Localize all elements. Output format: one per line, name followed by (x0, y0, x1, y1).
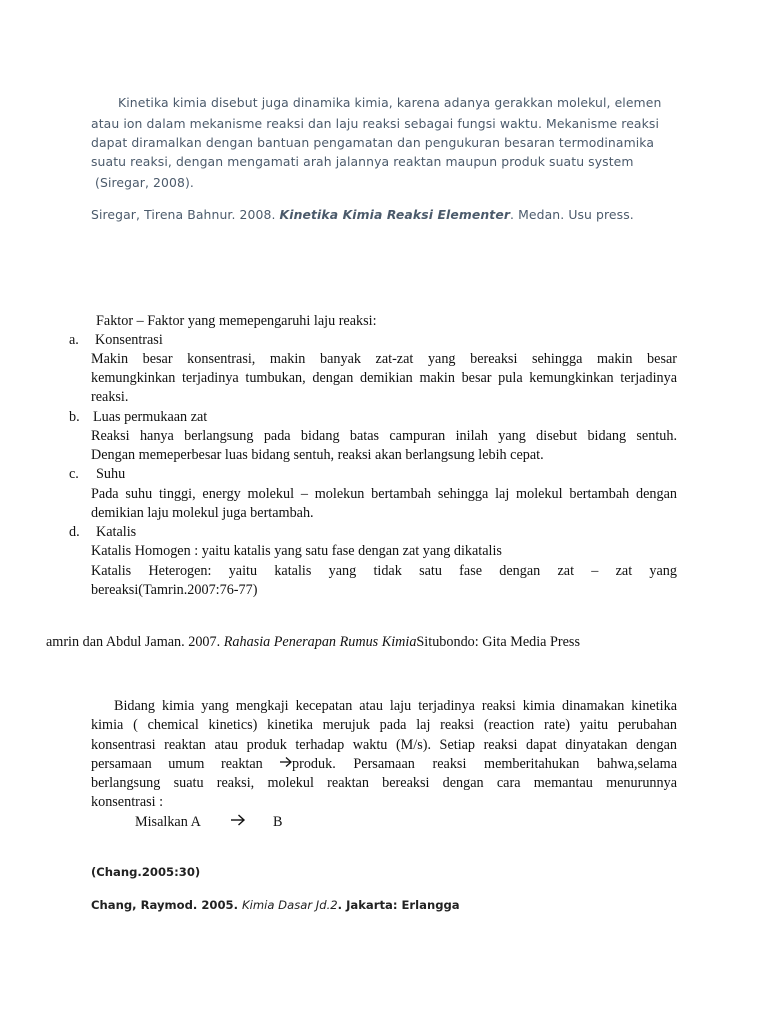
list-item-line: demikian laju molekul juga bertambah. (91, 505, 314, 521)
list-item-line: Katalis Heterogen: yaitu katalis yang tidak satu fase dengan zat – zat yang (91, 563, 677, 579)
example-label: Misalkan A (135, 814, 201, 830)
citation-title: Kinetika Kimia Reaksi Elementer (279, 207, 511, 222)
intro-line: Kinetika kimia disebut juga dinamika kimia, karena adanya gerakkan molekul, elemen (118, 95, 662, 110)
list-item-marker: c. (69, 466, 79, 482)
list-item-line: Pada suhu tinggi, energy molekul – molekun bertambah sehingga laj molekul bertambah dengan (91, 486, 677, 502)
kinetics-reference (91, 898, 460, 912)
factors-reference (46, 634, 580, 651)
list-item-line: bereaksi(Tamrin.2007:76-77) (91, 582, 258, 598)
reference-suffix: Situbondo: Gita Media Press (416, 634, 580, 650)
list-item-title: Luas permukaan zat (93, 409, 208, 425)
intro-line: dapat diramalkan dengan bantuan pengamatan dan pengukuran besaran termodinamika (91, 135, 655, 150)
list-item-marker: b. (69, 409, 80, 425)
list-item-line: Reaksi hanya berlangsung pada bidang batas campuran inilah yang disebut bidang sentuh. (91, 428, 677, 444)
intro-line: atau ion dalam mekanisme reaksi dan laju reaksi sebagai fungsi waktu. Mekanisme reaksi (91, 116, 659, 131)
citation-prefix: Siregar, Tirena Bahnur. 2008. (91, 207, 280, 222)
list-item-line: Katalis Homogen : yaitu katalis yang satu fase dengan zat yang dikatalis (91, 543, 502, 559)
list-item-title: Suhu (96, 466, 126, 482)
factors-heading: Faktor – Faktor yang memepengaruhi laju reaksi: (96, 313, 377, 329)
equation-start: persamaan umum reaktan (91, 756, 263, 772)
arrow-icon (279, 755, 293, 774)
kinetics-line: konsentrasi reaktan atau produk terhadap waktu (M/s). Setiap reaksi dapat dinyatakan dengan (91, 737, 677, 753)
list-item-title: Konsentrasi (95, 332, 163, 348)
list-item-line: kemungkinkan terjadinya tumbukan, dengan demikian makin besar pula kemungkinkan terjadinya (91, 370, 677, 386)
reference-title: Kimia Dasar Jd.2 (242, 898, 338, 912)
reference-prefix: amrin dan Abdul Jaman. 2007. (46, 634, 224, 650)
citation-suffix: . Medan. Usu press. (510, 207, 634, 222)
list-item-marker: d. (69, 524, 80, 540)
kinetics-line: kimia ( chemical kinetics) kinetika merujuk pada laj reaksi (reaction rate) yaitu perubahan (91, 717, 677, 733)
reference-title: Rahasia Penerapan Rumus Kimia (223, 634, 417, 650)
intro-citation (91, 207, 634, 222)
intro-line: suatu reaksi, dengan mengamati arah jalannya reaktan maupun produk suatu system (91, 154, 634, 169)
list-item-line: Dengan memeperbesar luas bidang sentuh, reaksi akan berlangsung lebih cepat. (91, 447, 544, 463)
list-item-marker: a. (69, 332, 79, 348)
arrow-icon (230, 812, 246, 833)
kinetics-line: konsentrasi : (91, 794, 164, 810)
list-item-line: reaksi. (91, 389, 129, 405)
kinetics-citation: (Chang.2005:30) (91, 865, 201, 879)
list-item-title: Katalis (96, 524, 137, 540)
reference-prefix: Chang, Raymod. 2005. (91, 898, 243, 912)
intro-line: (Siregar, 2008). (91, 175, 194, 190)
example-result: B (273, 814, 283, 830)
kinetics-line: berlangsung suatu reaksi, molekul reaktan bereaksi dengan cara memantau menurunnya (91, 775, 677, 791)
equation-rest: produk. Persamaan reaksi memberitahukan bahwa,selama (292, 756, 677, 772)
list-item-line: Makin besar konsentrasi, makin banyak zat-zat yang bereaksi sehingga makin besar (91, 351, 677, 367)
reference-suffix: . Jakarta: Erlangga (337, 898, 460, 912)
kinetics-line: Bidang kimia yang mengkaji kecepatan atau laju terjadinya reaksi kimia dinamakan kinetika (114, 698, 677, 714)
